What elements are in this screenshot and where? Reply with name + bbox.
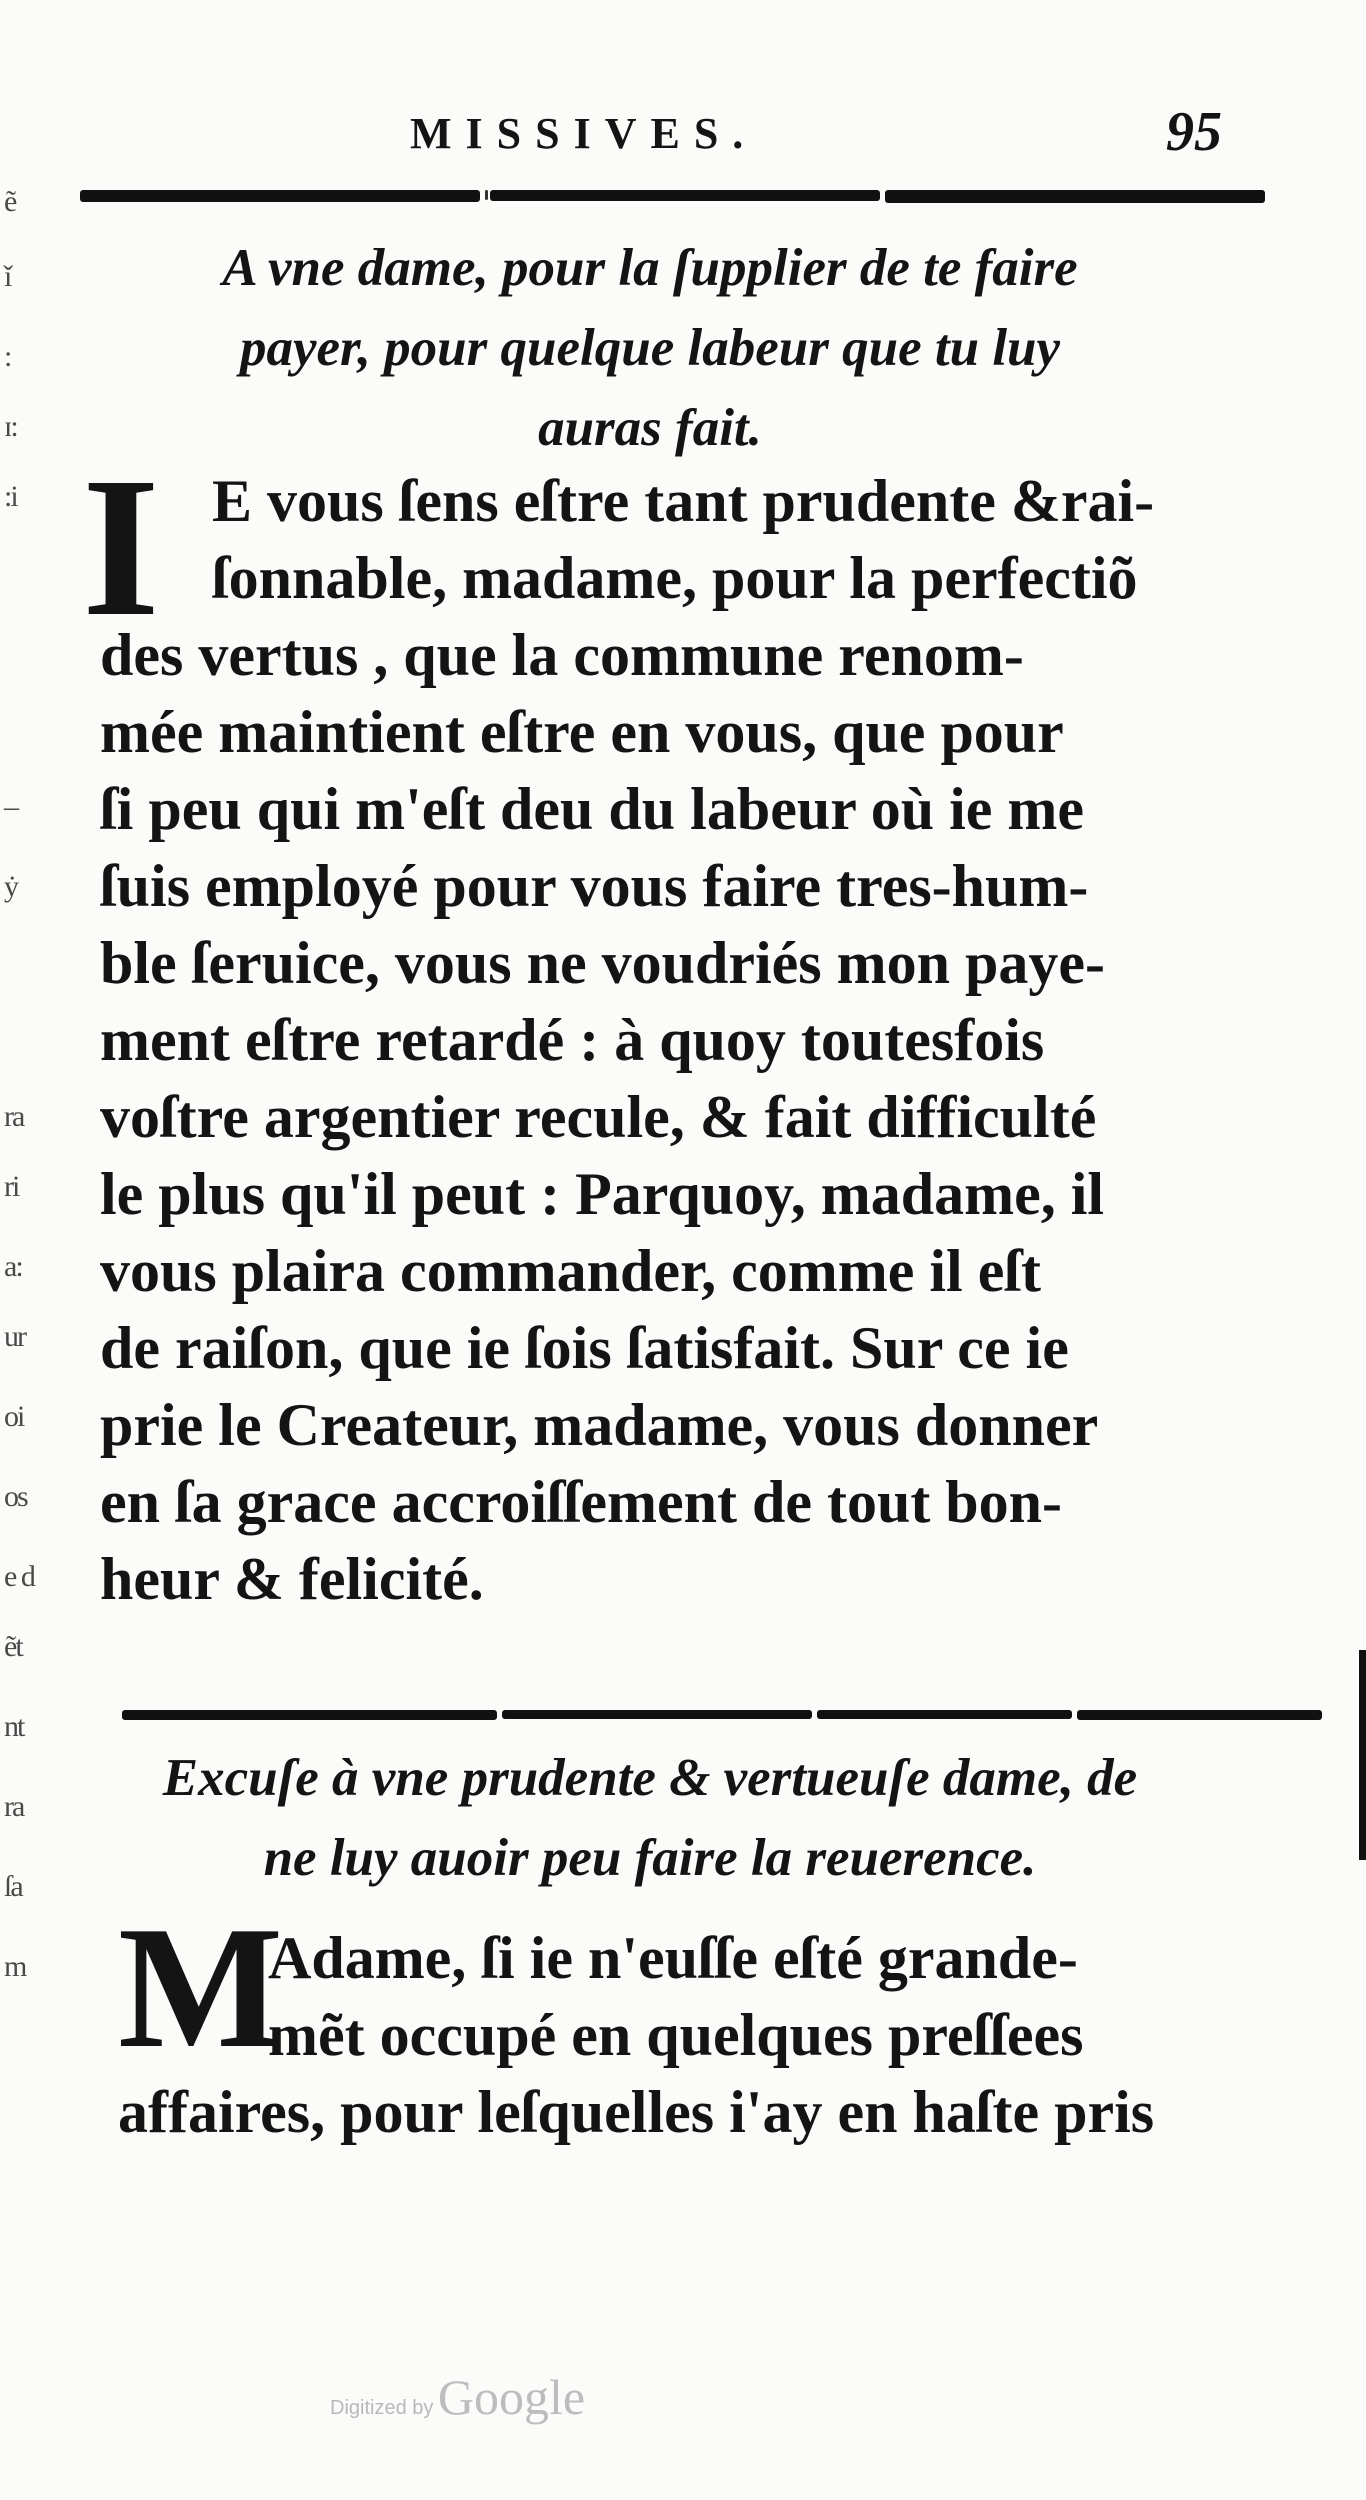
margin-fragment: e d <box>4 1560 34 1593</box>
margin-fragment: ǐ <box>4 260 11 293</box>
text-line: des vertus , que la commune renom- <box>100 622 1024 688</box>
running-title: MISSIVES. <box>410 109 758 158</box>
margin-fragment: ẽt <box>4 1630 22 1663</box>
page-number: 95 <box>1166 101 1222 163</box>
margin-fragment: a: <box>4 1250 22 1283</box>
margin-fragment: ẏ <box>4 870 17 903</box>
digitized-by-label: Digitized by <box>330 2397 434 2419</box>
text-line: mẽt occupé en quelques preſſees <box>268 2002 1084 2068</box>
margin-fragment: ur <box>4 1320 25 1353</box>
text-line: ment eſtre retardé : à quoy toutesfois <box>100 1007 1045 1073</box>
margin-fragment: ɪ: <box>4 410 17 443</box>
margin-fragment: os <box>4 1480 27 1513</box>
dropcap-initial: M <box>118 1890 284 2084</box>
letter1-heading <box>90 228 1210 468</box>
margin-fragment: ẽ <box>4 185 16 218</box>
letter1-body <box>100 463 1200 1618</box>
heading-line: ne luy auoir peu faire la reuerence. <box>263 1829 1037 1887</box>
heading-line: auras fait. <box>538 399 762 457</box>
dropcap-initial: I <box>82 437 160 658</box>
text-line: heur & felicité. <box>100 1546 484 1612</box>
left-margin-fragments <box>0 0 70 2500</box>
margin-fragment: :i <box>4 480 17 513</box>
text-line: de raiſon, que ie ſois ſatisfait. Sur ce ie <box>100 1315 1069 1381</box>
letter2-body <box>118 1920 1198 2151</box>
running-head <box>80 100 1222 170</box>
margin-fragment: ri <box>4 1170 19 1203</box>
margin-fragment: nt <box>4 1710 24 1743</box>
heading-line: A vne dame, pour la ſupplier de te faire <box>222 239 1078 297</box>
heading-line: payer, pour quelque labeur que tu luy <box>239 319 1061 377</box>
text-line: voſtre argentier recule, & fait difficulté <box>100 1084 1097 1150</box>
text-line: ſonnable, madame, pour la perfectiõ <box>212 545 1138 611</box>
margin-fragment: ſa <box>4 1870 22 1903</box>
text-line: ſuis employé pour vous faire tres-hum- <box>100 853 1089 919</box>
margin-fragment: oi <box>4 1400 24 1433</box>
margin-fragment: m <box>4 1950 26 1983</box>
text-line: Adame, ſi ie n'euſſe eſté grande- <box>268 1925 1078 1991</box>
margin-fragment: ra <box>4 1100 24 1133</box>
text-line: prie le Createur, madame, vous donner <box>100 1392 1099 1458</box>
right-edge-mark <box>1359 1650 1366 1860</box>
text-line: affaires, pour leſquelles i'ay en haſte pris <box>118 2079 1155 2145</box>
text-line: ble ſeruice, vous ne voudriés mon paye- <box>100 930 1105 996</box>
margin-fragment: – <box>4 790 17 823</box>
margin-fragment: ra <box>4 1790 24 1823</box>
text-line: mée maintient eſtre en vous, que pour <box>100 699 1064 765</box>
letter2-heading <box>90 1738 1210 1898</box>
text-line: ſi peu qui m'eſt deu du labeur où ie me <box>100 776 1085 842</box>
text-line: le plus qu'il peut : Parquoy, madame, il <box>100 1161 1105 1227</box>
text-line: en ſa grace accroiſſement de tout bon- <box>100 1469 1063 1535</box>
margin-fragment: : <box>4 340 11 373</box>
text-line: E vous ſens eſtre tant prudente &rai- <box>212 468 1155 534</box>
heading-line: Excuſe à vne prudente & vertueuſe dame, de <box>162 1749 1138 1807</box>
google-wordmark: Google <box>437 2369 586 2425</box>
digitized-watermark <box>330 2368 585 2426</box>
text-line: vous plaira commander, comme il eſt <box>100 1238 1041 1304</box>
